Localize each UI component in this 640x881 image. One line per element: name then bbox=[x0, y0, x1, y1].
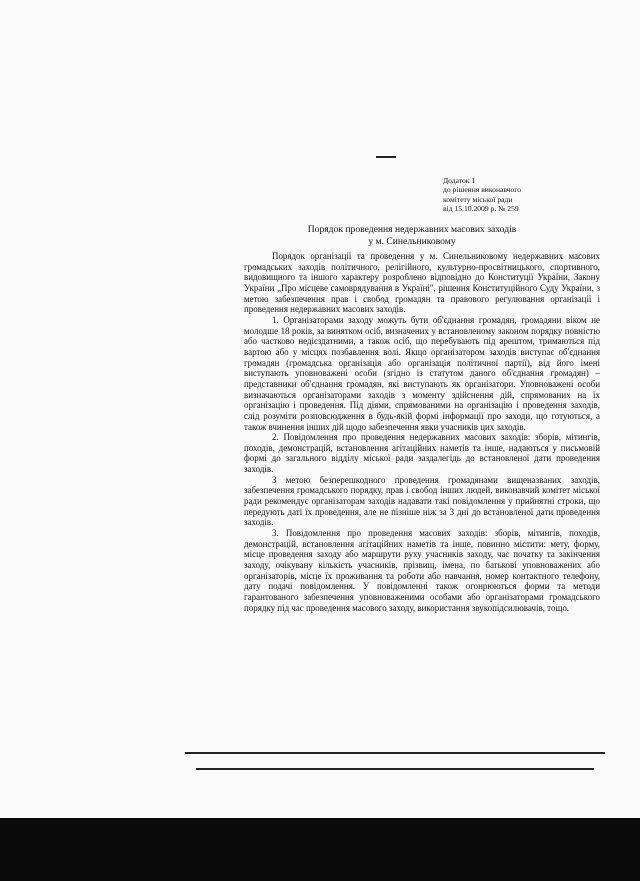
paragraph-intro: Порядок організації та проведення у м. Синельниковому недержавних масових громадських заходів політичного, релігійного, культурно-просвітницького, спортивного, видовищного та іншого характеру розроблено відповідно до Конституції України, Закону України „Про місцеве самоврядування в Україні", рішення Конституційного Суду України, з метою забезпечення прав і свобод громадян та правового регулювання організації і проведення недержавних масових заходів. bbox=[244, 251, 600, 315]
paragraph-section-2: 2. Повідомлення про проведення недержавних масових заходів: зборів, мітингів, походів, демонстрацій, встановлення агітаційних наметів та інше, надаються у письмовій формі до загального відділу міської ради заздалегідь до встановленої дати проведення заходів. bbox=[244, 432, 600, 475]
appendix-block bbox=[443, 176, 521, 214]
scan-line-2 bbox=[196, 768, 594, 770]
title-line-2: у м. Синельниковому bbox=[368, 235, 456, 247]
paragraph-section-2-note: З метою безперешкодного проведення громадянами вищеназваних заходів, забезпечення громадського порядку, прав і свобод інших людей, виконавчий комітет міської ради рекомендує організаторам заходів надавати такі повідомлення у прийнятні строки, що передують даті їх проведення, але не пізніше ніж за 3 дні до встановленої дати проведення заходів. bbox=[244, 474, 600, 528]
scan-mark bbox=[376, 156, 396, 158]
document-body bbox=[244, 251, 600, 613]
appendix-committee: комітету міської ради bbox=[443, 194, 513, 204]
document-title bbox=[242, 224, 582, 247]
appendix-date-number: від 15.10.2009 р. № 259 bbox=[443, 204, 519, 214]
paragraph-section-3: 3. Повідомлення про проведення масових заходів: зборів, мітингів, походів, демонстрацій, встановлення агітаційних наметів та інше, повинно містити: мету, форму, місце проведення заходу або маршрути руху учасників заходу, час початку та закінчення заходу, очікувану кількість учасників, прізвищ, імена, по батькові уповноважених або організаторів, місце їх проживання та роботи або навчання, номер контактного телефону, дату подачі повідомлення. У повідомленні також огонрюються форми та методи гарантованого забезпечення уповноваженими особами або організаторами громадського порядку під час проведення масового заходу, використання звукопідсилювачів, тощо. bbox=[244, 528, 600, 613]
appendix-decision: до рішення виконавчого bbox=[443, 185, 522, 195]
title-line-1: Порядок проведення недержавних масових заходів bbox=[307, 224, 517, 235]
appendix-label: Додаток 1 bbox=[443, 176, 476, 185]
scan-line-1 bbox=[185, 752, 605, 754]
paragraph-section-1: 1. Організаторами заходу можуть бути об'єднання громадян, громадяни віком не молодше 18 років, за винятком осіб, визначених у встановленому законом порядку повністю або частково недієздатними, а також осіб, що перебувають під арештом, тримаються під вартою або у місцях позбавлення волі. Якщо організатором заходів виступає об'єднання громадян (громадська організація або організація політичної партії), від його імені виступають уповноважені особи (згідно із статутом даного об'єднання громадян) – представники об'єднання громадян, які виступають як організатори. Уповноважені особи визначаються організаторами заходів з моменту здійснення дій, спрямованих на їх організацію і проведення. Під діями, спрямованими на організацію і проведення заходів, слід розуміти розповсюдження в будь-якій формі інформації про заходи, що готуються, а також вчинення інших дій щодо забезпечення явки учасників цих заходів. bbox=[244, 314, 600, 432]
scan-dark-edge bbox=[0, 818, 640, 881]
